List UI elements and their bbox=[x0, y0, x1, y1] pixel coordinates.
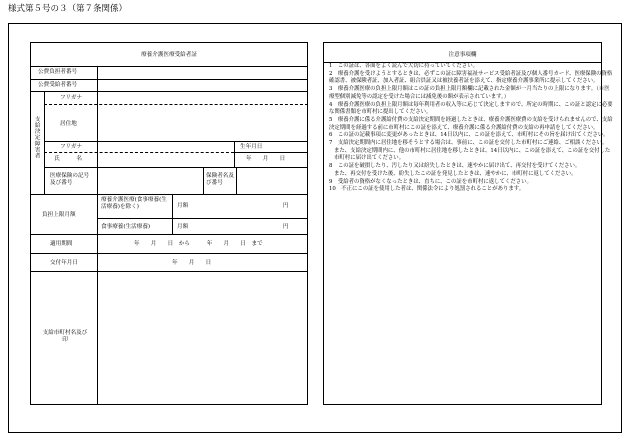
limit-row2-monthly: 月額 bbox=[177, 224, 189, 230]
notice-item: 4 療養介護医療の負担上限月額は毎年利用者の収入等に応じて決定しますので、所定の時期に、この証と認定に必要な関係書類を市町村に提出してください。 bbox=[329, 101, 613, 116]
period-value: 年 月 日 から 年 月 日 まで bbox=[134, 241, 263, 247]
address-label: 居住地 bbox=[60, 121, 77, 127]
limit-row2-label: 食事療養(生活療養) bbox=[101, 224, 151, 230]
notice-item: 9 受給者の資格がなくなったときは、直ちに、この証を市町村に返してください。 bbox=[329, 178, 532, 185]
notice-list bbox=[329, 63, 613, 194]
issue-date-label: 交付年月日 bbox=[50, 260, 78, 266]
limit-row1-label: 療養介護医療(食事療養(生活療養)を除く) bbox=[101, 197, 167, 210]
notice-item: 8 この証を破損したり、汚したり又は紛失したときは、速やかに届け出て、再交付を受けてください。 bbox=[329, 163, 581, 170]
burden-limit-label: 負担上限月額 bbox=[42, 212, 76, 218]
certificate-title: 療養介護医療受給者証 bbox=[141, 52, 197, 58]
limit-row1-yen: 円 bbox=[283, 203, 289, 209]
notice-item: また、再交付を受けた後、紛失したこの証を発見したときは、速やかに、市町村に返してください。 bbox=[334, 170, 577, 177]
furigana-label-1: フリガナ bbox=[60, 95, 83, 101]
recipient-number-label: 公費受給者番号 bbox=[38, 82, 78, 88]
birth-date-value: 年 月 日 bbox=[246, 156, 286, 162]
name-label: 氏 名 bbox=[54, 156, 82, 162]
limit-row1-monthly: 月額 bbox=[177, 203, 189, 209]
insurer-label: 保険者名及び番号 bbox=[206, 173, 234, 186]
public-payer-number-label: 公費負担者番号 bbox=[38, 69, 78, 75]
insurance-number-label: 医療保険の記号及び番号 bbox=[50, 173, 90, 186]
notice-item: 10 不正にこの証を使用した者は、関係法令により処罰されることがあります。 bbox=[329, 186, 525, 193]
issue-date-value: 年 月 日 bbox=[172, 260, 212, 266]
notice-item: 6 この証の記載事項に変更があったときは、14日以内に、この証を添えて、市町村にその旨を届け出てください。 bbox=[329, 132, 609, 139]
municipality-seal-label: 支給市町村名及び印 bbox=[42, 330, 88, 343]
beneficiary-side-label: 支給決定障害者 bbox=[33, 116, 40, 159]
notice-item: 5 療養介護に係る介護給付費の支給決定期間を経過したときは、療養介護医療費の支給を受けられませんので、支給決定期間を経過する前に市町村にこの証を添えて、療養介護に係る介護給付費の支給の再申請をしてください。 bbox=[329, 116, 613, 131]
notice-item: 3 療養介護医療の負担上限月額はこの証の負担上限月額欄に記載された金額が一月当たりの上限になります。（※医療型個別減免等の認定を受けた場合には減免後の額が表示されています。） bbox=[329, 86, 610, 100]
birth-date-label: 生年月日 bbox=[240, 144, 263, 150]
furigana-label-2: フリガナ bbox=[60, 144, 83, 150]
period-label: 適用期間 bbox=[50, 241, 73, 247]
notice-item: また、支給決定期間内に、他の市町村に居住地を移したときは、14日以内に、この証を添えて、この証を交付した市町村に届け出てください。 bbox=[334, 147, 611, 162]
form-heading: 様式第５号の３（第７条関係） bbox=[8, 4, 128, 14]
notice-item: 2 療養介護を受けようとするときは、必ずこの証に障害福祉サービス受給者証及び個人番号カード、医療保険の資格確認書、被保険者証、加入者証、組合員証又は被扶養者証を添えて、指定療養介護事業所に提示してください。 bbox=[329, 70, 613, 85]
notice-item: 1 この証は、各面をよく読んで大切に持っていてください。 bbox=[329, 63, 478, 69]
notice-item: 7 支給決定期間内に居住地を移そうとする場合は、事前に、この証を交付した市町村にご連絡、ご相談ください。 bbox=[329, 140, 608, 147]
limit-row2-yen: 円 bbox=[283, 224, 289, 230]
notice-title: 注意事項欄 bbox=[448, 52, 477, 58]
